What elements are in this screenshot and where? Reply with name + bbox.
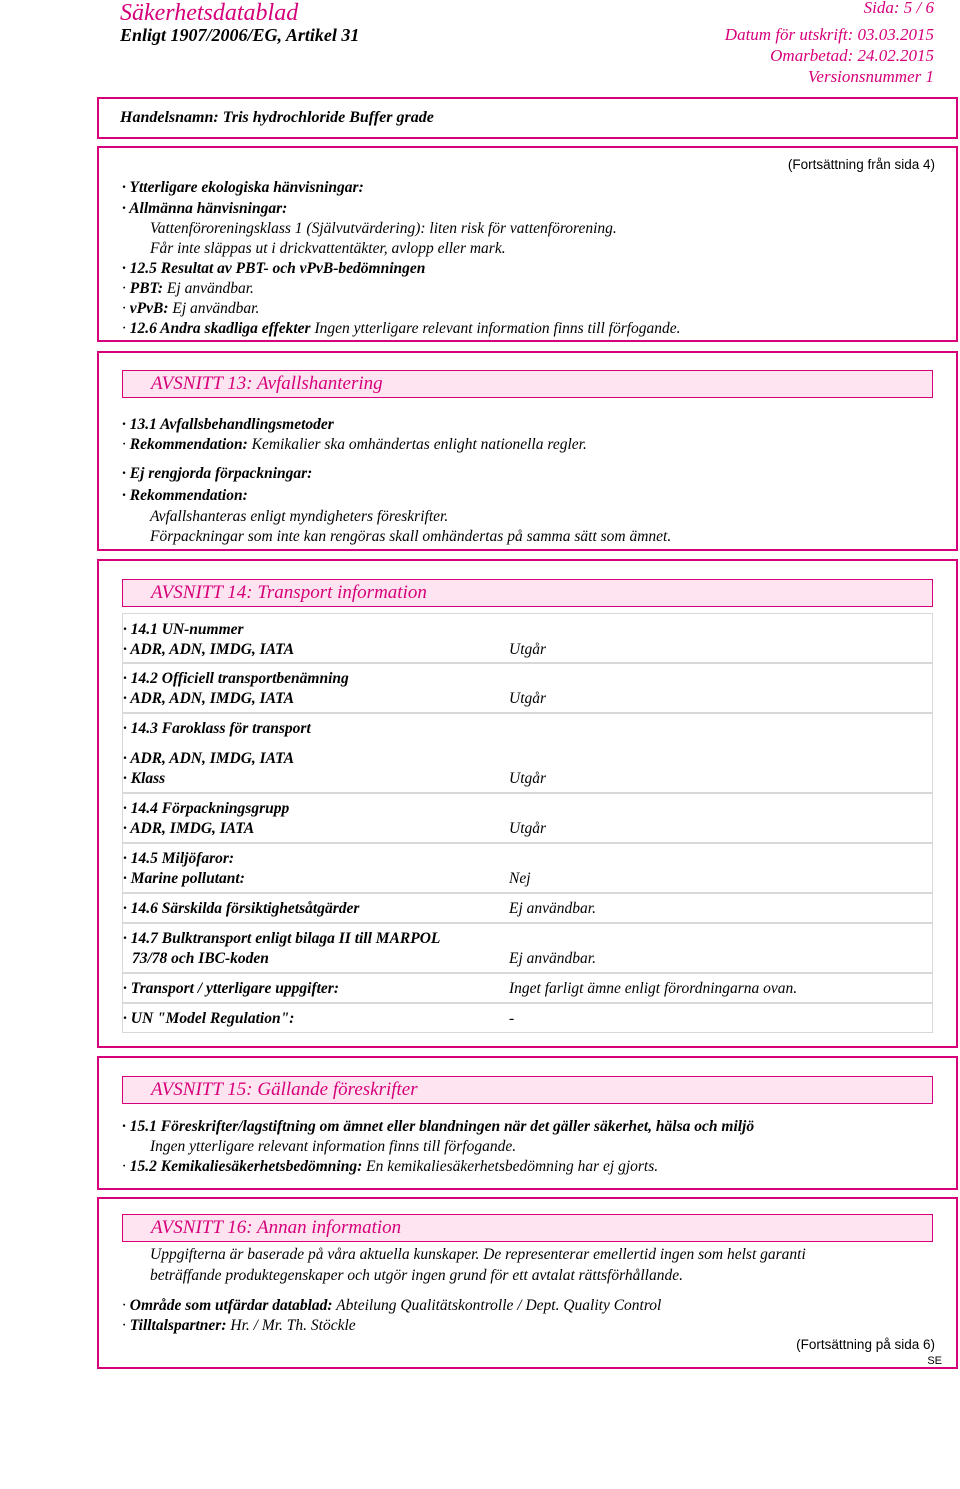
s12-line-1: · Ytterligare ekologiska hänvisningar: (122, 179, 364, 196)
r5-heading: · 14.5 Miljöfaror: (123, 850, 235, 867)
r8-value: Inget farligt ämne enligt förordningarna ovan. (509, 980, 798, 997)
s12-line-2: · Allmänna hänvisningar: (122, 200, 288, 217)
r9-value: - (509, 1010, 515, 1027)
transport-row-packing-group (122, 793, 933, 843)
s12-line-3: Vattenföroreningsklass 1 (Självutvärdering): liten risk för vattenförorening. (150, 220, 617, 237)
r3-label: · Klass (123, 770, 166, 787)
document-title: Säkerhetsdatablad (120, 0, 299, 26)
page-number: Sida: 5 / 6 (863, 0, 934, 17)
s13-line-6: Förpackningar som inte kan rengöras skall omhändertas på samma sätt som ämnet. (150, 528, 672, 545)
product-name-box (97, 97, 958, 139)
s13-line-2: · Rekommendation: Kemikalier ska omhändertas enlight nationella regler. (122, 436, 587, 453)
section-13-heading (122, 370, 933, 398)
r1-heading: · 14.1 UN-nummer (123, 621, 244, 638)
s12-line-8: · 12.6 Andra skadliga effekter Ingen ytterligare relevant information finns till förfogande. (122, 320, 681, 337)
section-16-box (97, 1197, 958, 1369)
section-13-box (97, 351, 958, 551)
s12-line-5: · 12.5 Resultat av PBT- och vPvB-bedömningen (122, 260, 426, 277)
product-label: Handelsnamn: (120, 109, 219, 126)
section-15-title: AVSNITT 15: Gällande föreskrifter (151, 1079, 418, 1100)
continued-on-note: (Fortsättning på sida 6) (796, 1337, 935, 1352)
s16-line-3: · Område som utfärdar datablad: Abteilung Qualitätskontrolle / Dept. Quality Control (122, 1297, 662, 1314)
transport-row-environmental (122, 843, 933, 893)
r8-label: · Transport / ytterligare uppgifter: (123, 980, 339, 997)
section-14-box (97, 559, 958, 1048)
regulation-reference: Enligt 1907/2006/EG, Artikel 31 (120, 25, 360, 45)
section-12-box (97, 146, 958, 342)
s16-line-4: · Tilltalspartner: Hr. / Mr. Th. Stöckle (122, 1317, 356, 1334)
section-15-heading (122, 1076, 933, 1104)
print-date: Datum för utskrift: 03.03.2015 (724, 25, 934, 44)
s12-line-6: · PBT: Ej användbar. (122, 280, 254, 297)
s13-line-3: · Ej rengjorda förpackningar: (122, 465, 313, 482)
section-14-heading (122, 579, 933, 607)
r7-label-2: 73/78 och IBC-koden (132, 950, 269, 967)
transport-row-precautions (122, 893, 933, 923)
section-13-title: AVSNITT 13: Avfallshantering (151, 373, 383, 394)
section-16-heading (122, 1214, 933, 1242)
s15-line-2: Ingen ytterligare relevant information finns till förfogande. (150, 1138, 517, 1155)
transport-row-model-regulation (122, 1003, 933, 1033)
r5-value: Nej (509, 870, 531, 887)
s12-line-4: Får inte släppas ut i drickvattentäkter, avlopp eller mark. (150, 240, 506, 257)
r4-label: · ADR, IMDG, IATA (123, 820, 255, 837)
product-name (120, 108, 434, 128)
product-value: Tris hydrochloride Buffer grade (222, 109, 434, 126)
r6-value: Ej användbar. (509, 900, 596, 917)
r1-label: · ADR, ADN, IMDG, IATA (123, 641, 295, 658)
transport-row-additional (122, 973, 933, 1003)
revised-date: Omarbetad: 24.02.2015 (770, 46, 934, 65)
transport-row-un-number (122, 613, 933, 663)
r3-modes: · ADR, ADN, IMDG, IATA (123, 750, 295, 767)
r7-value: Ej användbar. (509, 950, 596, 967)
transport-row-hazard-class (122, 713, 933, 793)
s15-line-3: · 15.2 Kemikaliesäkerhetsbedömning: En kemikaliesäkerhetsbedömning har ej gjorts. (122, 1158, 659, 1175)
s12-line-7: · vPvB: Ej användbar. (122, 300, 260, 317)
s13-line-1: · 13.1 Avfallsbehandlingsmetoder (122, 416, 334, 433)
continued-from-note: (Fortsättning från sida 4) (787, 157, 935, 172)
r3-value: Utgår (509, 770, 547, 787)
r3-heading: · 14.3 Faroklass för transport (123, 720, 311, 737)
language-code: SE (927, 1355, 942, 1367)
version-number: Versionsnummer 1 (807, 67, 934, 86)
s16-line-1: Uppgifterna är baserade på våra aktuella kunskaper. De representerar emellertid ingen som helst garanti (150, 1246, 806, 1263)
s13-line-4: · Rekommendation: (122, 487, 248, 504)
r4-heading: · 14.4 Förpackningsgrupp (123, 800, 290, 817)
section-14-title: AVSNITT 14: Transport information (151, 582, 427, 603)
s15-line-1: · 15.1 Föreskrifter/lagstiftning om ämnet eller blandningen när det gäller säkerhet, hälsa och miljö (122, 1118, 755, 1135)
r1-value: Utgår (509, 641, 547, 658)
r9-label: · UN "Model Regulation": (123, 1010, 295, 1027)
r2-label: · ADR, ADN, IMDG, IATA (123, 690, 295, 707)
r6-label: · 14.6 Särskilda försiktighetsåtgärder (123, 900, 360, 917)
section-15-box (97, 1056, 958, 1190)
r7-label-1: · 14.7 Bulktransport enligt bilaga II till MARPOL (123, 930, 441, 947)
r2-value: Utgår (509, 690, 547, 707)
section-16-title: AVSNITT 16: Annan information (151, 1217, 402, 1238)
s16-line-2: beträffande produktegenskaper och utgör ingen grund för ett avtalat rättsförhållande. (150, 1267, 683, 1284)
s13-line-5: Avfallshanteras enligt myndigheters föreskrifter. (150, 508, 449, 525)
r5-label: · Marine pollutant: (123, 870, 245, 887)
transport-row-shipping-name (122, 663, 933, 713)
transport-row-bulk (122, 923, 933, 973)
r4-value: Utgår (509, 820, 547, 837)
r2-heading: · 14.2 Officiell transportbenämning (123, 670, 349, 687)
